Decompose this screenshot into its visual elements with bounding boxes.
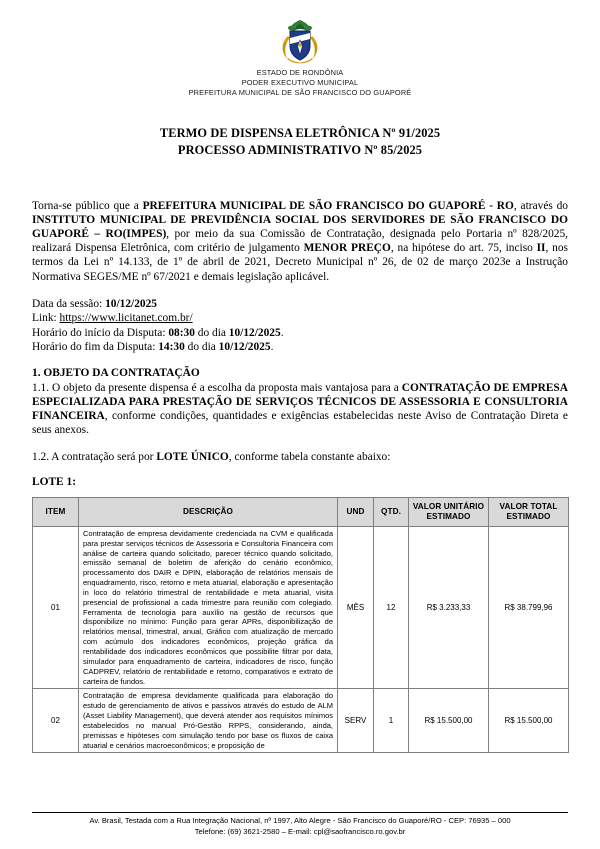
cell-valor-total: R$ 15.500,00: [489, 689, 569, 753]
document-header: [32, 18, 568, 99]
session-end-row: [32, 340, 568, 354]
cell-und: SERV: [338, 689, 374, 753]
intro-text-5: , nos termos da Lei nº 14.133, de 1º de abril de 2021, Decreto Municipal nº 26, de 02 de março 2023e a Instrução Normativa SEGES/ME nº 67/2021 e demais legislação aplicável.: [32, 242, 568, 283]
session-link-label: Link:: [32, 312, 60, 325]
session-start-mid: do dia: [194, 326, 229, 339]
intro-text-3: , por meio da sua Comissão de Contratação, designada pelo Portaria nº 828/2025, realizará Dispensa Eletrônica, com critério de julgamento: [32, 228, 568, 255]
cell-valor-unitario: R$ 3.233,33: [409, 526, 489, 689]
table-header-row: [33, 497, 569, 526]
session-start-row: [32, 326, 568, 340]
intro-text-1: Torna-se público que a: [32, 199, 143, 212]
header-state-line: ESTADO DE RONDÔNIA: [256, 68, 344, 77]
intro-entity-impes: INSTITUTO MUNICIPAL DE PREVIDÊNCIA SOCIAL DOS SERVIDORES DE SÃO FRANCISCO DO GUAPORÉ – RO(IMPES): [32, 213, 568, 241]
session-start-date: 10/12/2025: [228, 326, 281, 339]
clause-1-2: [32, 450, 568, 464]
column-header-descricao: DESCRIÇÃO: [79, 497, 338, 526]
session-link-row: [32, 311, 568, 325]
cell-descricao: Contratação de empresa devidamente qualificada para elaboração do estudo de gerenciamento de ativos e passivos através do estudo de ALM (Asset Liability Management), que deverá atender aos requisitos mínimos estabelecidos no manual Pró-Gestão RPPS, considerando, ainda, premissas e hipóteses com simulação tendo por base os fluxos de caixa atuarial e cenários macroeconômicos; e proposição de: [79, 689, 338, 753]
header-city-line: PREFEITURA MUNICIPAL DE SÃO FRANCISCO DO GUAPORÉ: [188, 88, 412, 98]
clause-1-2-lote: LOTE ÚNICO: [156, 450, 229, 463]
intro-inciso: II: [536, 242, 546, 255]
document-titles: [32, 125, 568, 159]
column-header-valor-unitario: VALOR UNITÁRIO ESTIMADO: [409, 497, 489, 526]
column-header-qtd: QTD.: [374, 497, 409, 526]
session-date-label: Data da sessão:: [32, 297, 106, 310]
intro-entity-prefeitura: PREFEITURA MUNICIPAL DE SÃO FRANCISCO DO GUAPORÉ - RO: [142, 199, 514, 212]
coat-of-arms-icon: [278, 18, 322, 66]
column-header-valor-total: VALOR TOTAL ESTIMADO: [489, 497, 569, 526]
cell-descricao: Contratação de empresa devidamente credenciada na CVM e qualificada para prestar serviços técnicos de Assessoria e Consultoria Financeira com análise de carteira quando solicitado, parecer técnico quando solicitado, emissão semanal de boletim de aferição do cenário econômico, processamento dos DAIR e DPIN, elaboração de relatórios mensais de enquadramento, risco, retorno e meta atuarial, elaboração e apresentação in loco do relatório trimestral de rentabilidade e meta atuarial, visita presencial de profissional a cada trimestre para reunião com colegiado. Ferramenta de tecnologia para auxílio na gestão de recursos que disponibilize no mínimo: Função para gerar APRs, disponibilização de relatórios mensal, trimestral, anual, Gráfico com atualização de mercado com acúmulo dos indicadores econômicos, projeção gráfica da rentabilidade dos indicadores econômicos que possibilite filtrar por data, simulador para enquadramento de carteira, indicadores de risco, função CADPREV, relatório de rentabilidade e retorno, comparativos e extrato de carteira de fundos.: [79, 526, 338, 689]
licitanet-link[interactable]: https://www.licitanet.com.br/: [59, 312, 193, 325]
clause-1-2-text-1: 1.2. A contratação será por: [32, 450, 157, 463]
session-info: [32, 297, 568, 355]
cell-item: 02: [33, 689, 79, 753]
cell-und: MÊS: [338, 526, 374, 689]
session-end-time: 14:30: [158, 341, 185, 354]
process-subtitle: PROCESSO ADMINISTRATIVO Nº 85/2025: [177, 142, 423, 157]
document-footer: [32, 812, 568, 837]
lote-label: LOTE 1:: [32, 475, 76, 488]
footer-address: Av. Brasil, Testada com a Rua Integração Nacional, nº 1997, Alto Alegre - São Francisco do Guaporé/RO - CEP: 76935 – 000: [89, 816, 511, 826]
clause-1-1-object: CONTRATAÇÃO DE EMPRESA ESPECIALIZADA PARA PRESTAÇÃO DE SERVIÇOS TÉCNICOS DE ASSESSORIA E CONSULTORIA FINANCEIRA: [32, 381, 568, 423]
cell-valor-total: R$ 38.799,96: [489, 526, 569, 689]
footer-contact: Telefone: (69) 3621-2580 – E-mail: cpl@saofrancisco.ro.gov.br: [194, 826, 406, 836]
session-start-label: Horário do início da Disputa:: [32, 326, 169, 339]
session-start-time: 08:30: [168, 326, 195, 339]
session-end-date: 10/12/2025: [218, 341, 271, 354]
clause-1-1-text-1: 1.1. O objeto da presente dispensa é a escolha da proposta mais vantajosa para a: [32, 381, 402, 394]
session-date-row: [32, 297, 568, 311]
session-end-label: Horário do fim da Disputa:: [32, 341, 159, 354]
intro-text-4: , na hipótese do art. 75, inciso: [390, 242, 537, 255]
clause-1-1: [32, 381, 568, 438]
column-header-und: UND: [338, 497, 374, 526]
header-power-line: PODER EXECUTIVO MUNICIPAL: [241, 78, 359, 88]
intro-text-2: , através do: [513, 199, 569, 212]
table-row: [33, 689, 569, 753]
session-end-mid: do dia: [184, 341, 219, 354]
session-date-value: 10/12/2025: [105, 297, 157, 310]
session-end-end: .: [270, 341, 274, 354]
clause-1-2-text-2: , conforme tabela constante abaixo:: [228, 450, 391, 463]
cell-item: 01: [33, 526, 79, 689]
cell-valor-unitario: R$ 15.500,00: [409, 689, 489, 753]
intro-criterion: MENOR PREÇO: [303, 242, 391, 255]
session-start-end: .: [280, 326, 284, 339]
column-header-item: ITEM: [33, 497, 79, 526]
clause-1-1-text-2: , conforme condições, quantidades e exigências estabelecidas neste Aviso de Contratação Direta e seus anexos.: [32, 410, 568, 437]
page-title: TERMO DE DISPENSA ELETRÔNICA Nº 91/2025: [159, 125, 441, 140]
section-heading-objeto: 1. OBJETO DA CONTRATAÇÃO: [32, 367, 200, 380]
table-row: [33, 526, 569, 689]
lote-items-table: [32, 497, 569, 754]
cell-qtd: 12: [374, 526, 409, 689]
intro-paragraph: [32, 199, 568, 284]
cell-qtd: 1: [374, 689, 409, 753]
